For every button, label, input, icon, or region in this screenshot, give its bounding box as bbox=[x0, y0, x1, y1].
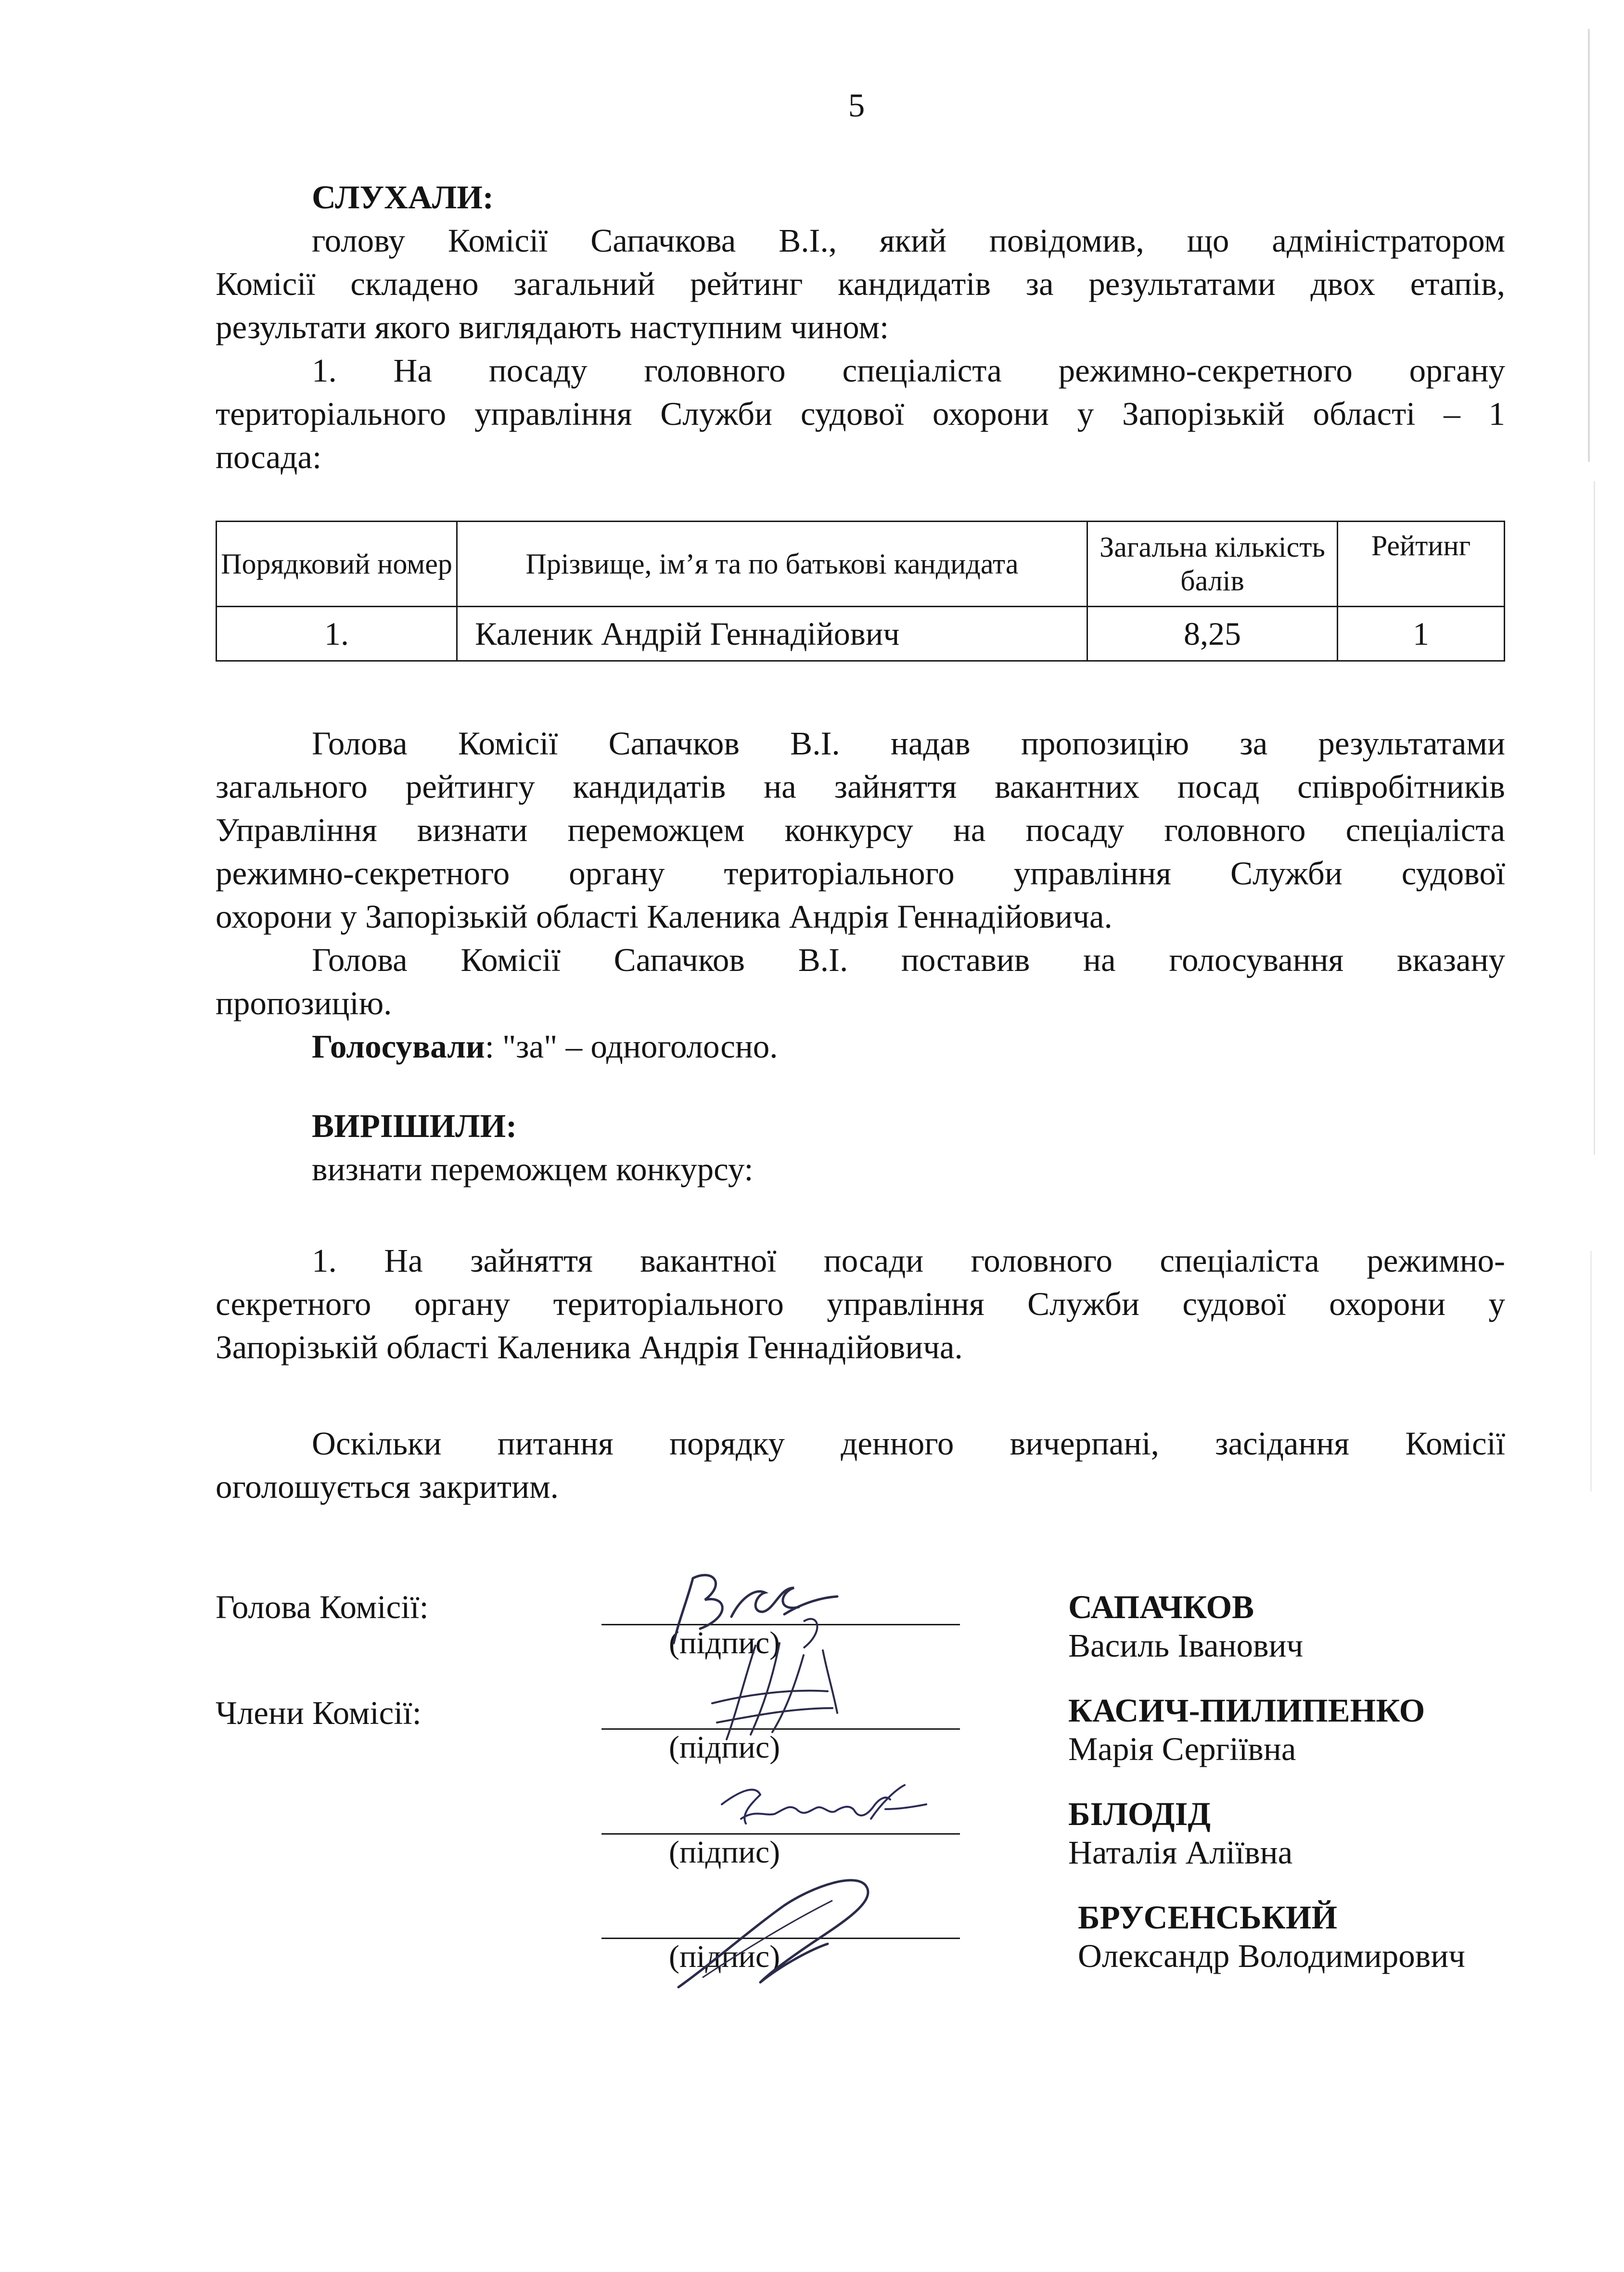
column-header: Прізвище, ім’я та по батькові кандидата bbox=[457, 522, 1087, 607]
column-header: Загальна кількість балів bbox=[1087, 522, 1338, 607]
scan-artifact bbox=[1590, 1251, 1592, 1492]
person-name: Василь Іванович bbox=[1068, 1627, 1304, 1664]
handwritten-signature-member-2 bbox=[712, 1771, 929, 1848]
scan-artifact bbox=[1588, 29, 1590, 462]
signature-caption: (підпис) bbox=[669, 1730, 780, 1765]
signature-caption: (підпис) bbox=[669, 1835, 780, 1870]
column-header: Порядковий номер bbox=[217, 522, 457, 607]
proposal-line: Управління визнати переможцем конкурсу на посаду головного спеціаліста bbox=[216, 812, 1505, 848]
signature-caption: (підпис) bbox=[669, 1939, 780, 1974]
proposal-line: режимно-секретного органу територіального управління Служби судової bbox=[216, 855, 1505, 892]
page-number: 5 bbox=[848, 87, 865, 124]
proposal-line: загального рейтингу кандидатів на зайняття вакантних посад співробітників bbox=[216, 768, 1505, 805]
table-cell: 1. bbox=[217, 607, 457, 661]
person-name: Наталія Аліївна bbox=[1068, 1834, 1293, 1871]
proposal-line: охорони у Запорізькій області Каленика Андрія Геннадійовича. bbox=[216, 898, 1113, 935]
table-cell: Каленик Андрій Геннадійович bbox=[457, 607, 1087, 661]
vote-label: Голосували bbox=[312, 1028, 485, 1065]
handwritten-signature-member-3 bbox=[674, 1867, 881, 1992]
vote-result: : "за" – одноголосно. bbox=[485, 1028, 778, 1065]
proposal-line: Голова Комісії Сапачков В.І. поставив на голосування вказану bbox=[312, 942, 1505, 978]
heard-line: Комісії складено загальний рейтинг кандидатів за результатами двох етапів, bbox=[216, 266, 1505, 302]
closing-line: оголошується закритим. bbox=[216, 1468, 559, 1505]
decided-intro: визнати переможцем конкурсу: bbox=[312, 1151, 754, 1187]
heard-line: голову Комісії Сапачкова В.І., який повідомив, що адміністратором bbox=[312, 222, 1505, 259]
chair-label: Голова Комісії: bbox=[216, 1589, 429, 1625]
heard-line: посада: bbox=[216, 439, 322, 475]
closing-line: Оскільки питання порядку денного вичерпані, засідання Комісії bbox=[312, 1425, 1505, 1462]
decided-line: 1. На зайняття вакантної посади головного спеціаліста режимно- bbox=[312, 1242, 1505, 1279]
person-name: Марія Сергіївна bbox=[1068, 1731, 1296, 1767]
heard-line: 1. На посаду головного спеціаліста режимно-секретного органу bbox=[312, 352, 1505, 389]
members-label: Члени Комісії: bbox=[216, 1695, 422, 1731]
vote-line bbox=[312, 1025, 778, 1068]
heard-heading: СЛУХАЛИ: bbox=[312, 179, 494, 216]
proposal-line: Голова Комісії Сапачков В.І. надав пропозицію за результатами bbox=[312, 725, 1505, 762]
person-name: Олександр Володимирович bbox=[1078, 1938, 1465, 1974]
column-header: Рейтинг bbox=[1338, 522, 1505, 607]
decided-line: Запорізькій області Каленика Андрія Геннадійовича. bbox=[216, 1329, 963, 1366]
table-cell: 8,25 bbox=[1087, 607, 1338, 661]
signature-caption: (підпис) bbox=[669, 1625, 780, 1660]
rating-table bbox=[216, 521, 1505, 662]
person-surname: БІЛОДІД bbox=[1068, 1796, 1211, 1832]
handwritten-signature-member-1 bbox=[683, 1636, 842, 1742]
table-header-row bbox=[217, 522, 1505, 607]
heard-line: територіального управління Служби судової охорони у Запорізькій області – 1 bbox=[216, 396, 1505, 432]
person-surname: БРУСЕНСЬКИЙ bbox=[1078, 1899, 1338, 1936]
person-surname: САПАЧКОВ bbox=[1068, 1589, 1254, 1625]
table-row bbox=[217, 607, 1505, 661]
table-cell: 1 bbox=[1338, 607, 1505, 661]
decided-heading: ВИРІШИЛИ: bbox=[312, 1108, 517, 1144]
proposal-line: пропозицію. bbox=[216, 985, 392, 1021]
decided-line: секретного органу територіального управління Служби судової охорони у bbox=[216, 1286, 1505, 1322]
scan-artifact bbox=[1594, 481, 1595, 1155]
person-surname: КАСИЧ-ПИЛИПЕНКО bbox=[1068, 1692, 1425, 1729]
heard-line: результати якого виглядають наступним чином: bbox=[216, 309, 889, 345]
